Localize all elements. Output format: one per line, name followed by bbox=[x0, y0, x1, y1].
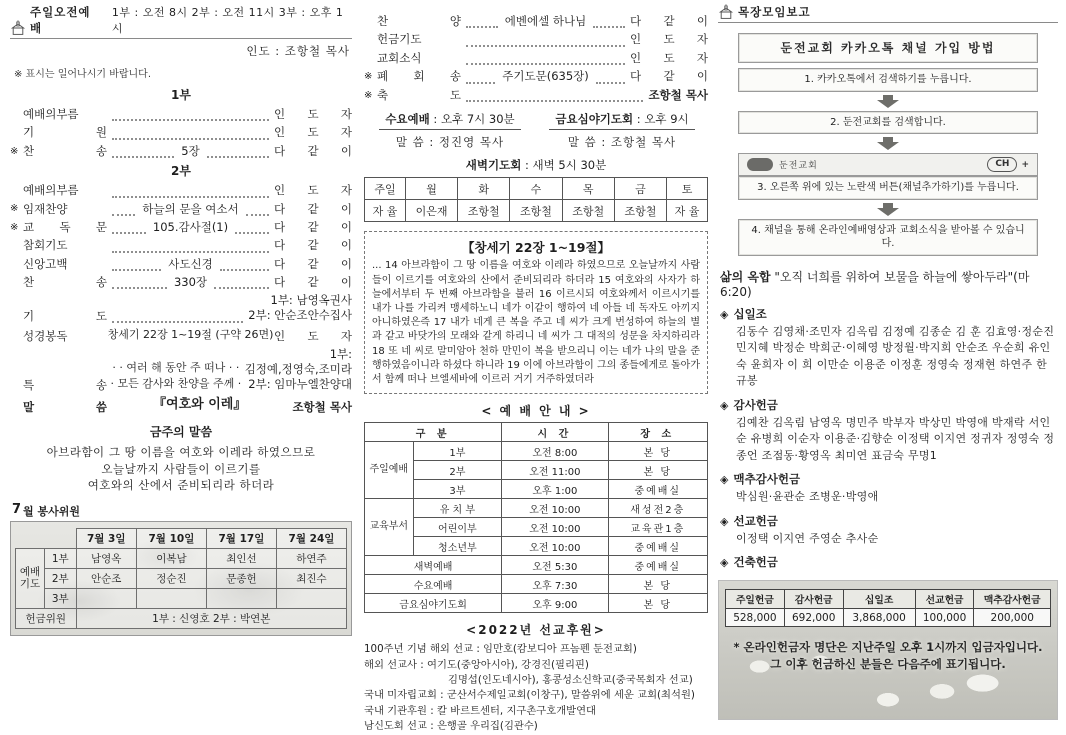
stand-note: ※ 표시는 일어나시기 바랍니다. bbox=[14, 69, 152, 80]
offering-section-mission bbox=[720, 513, 1058, 548]
table-row bbox=[365, 537, 708, 556]
mission-support-list bbox=[364, 642, 708, 735]
col-header: 맥추감사헌금 bbox=[974, 590, 1051, 609]
stand-marker: ※ bbox=[10, 145, 19, 157]
row-label: 2부 bbox=[45, 568, 77, 588]
scripture-title: 【창세기 22장 1~19절】 bbox=[461, 240, 611, 256]
day-header: 주일 bbox=[365, 178, 406, 200]
dot-leader bbox=[112, 223, 146, 234]
mission-line: 국내 미자립교회 : 군산서수제일교회(이창구), 말씀위에 세운 교회(최석원) bbox=[364, 689, 695, 702]
cell: 금요심야기도회 bbox=[365, 594, 502, 613]
song-line2: · 모든 감사와 찬양을 주께 · bbox=[110, 377, 242, 391]
cell: 오후 9:00 bbox=[502, 594, 608, 613]
offering-verse bbox=[720, 268, 1058, 299]
col-header: 선교헌금 bbox=[915, 590, 974, 609]
offering-names: 이정택 이지연 주영순 추사순 bbox=[736, 531, 879, 545]
wednesday-time: : 오후 7시 30분 bbox=[429, 112, 515, 127]
cell: 중예배실 bbox=[608, 556, 707, 575]
part2-label: 2부 bbox=[171, 164, 191, 179]
service-row bbox=[10, 144, 352, 158]
mission-line: 100주년 기념 해외 선교 : 임만호(캄보디아 프놈펜 둔전교회) bbox=[364, 643, 637, 656]
table-row bbox=[365, 461, 708, 480]
item-label: 기 도 bbox=[23, 308, 107, 323]
table-row bbox=[16, 568, 347, 588]
section-title-text: 맥추감사헌금 bbox=[733, 472, 801, 487]
table-row bbox=[726, 609, 1051, 627]
diamond-icon: ◈ bbox=[720, 307, 729, 321]
kakao-search-result bbox=[738, 153, 1038, 176]
mission-support-title: <2022년 선교후원> bbox=[466, 623, 606, 638]
item-label: 헌금기도 bbox=[377, 32, 422, 47]
item-detail: 주기도문(635장) bbox=[502, 69, 589, 84]
service-leader: 인도 : 조항철 목사 bbox=[246, 44, 350, 58]
amount-cell: 100,000 bbox=[915, 609, 974, 627]
item-assignee: 인 도 자 bbox=[274, 125, 352, 140]
dot-leader bbox=[466, 73, 495, 84]
worship-guide-title: < 예 배 안 내 > bbox=[481, 404, 591, 419]
table-row bbox=[16, 608, 347, 628]
offering-section-title bbox=[720, 513, 1058, 529]
table-row bbox=[16, 548, 347, 568]
service-row bbox=[364, 69, 708, 83]
item-assignee: 다 같 이 bbox=[274, 256, 352, 271]
offering-section-building bbox=[720, 554, 1058, 570]
service-row bbox=[10, 220, 352, 234]
mission-line: 남신도회 선교 : 은행골 우리집(김관수) bbox=[364, 720, 538, 733]
note-line1: * 온라인헌금자 명단은 지난주일 오후 1시까지 입금자입니다. bbox=[733, 640, 1043, 655]
dot-leader bbox=[112, 110, 269, 121]
section-title-text: 감사헌금 bbox=[733, 397, 778, 412]
offering-names: 박심원·윤관순 조병운·박영애 bbox=[736, 490, 879, 504]
volunteers-photo-box bbox=[10, 521, 352, 636]
friday-speaker: 말 씀 : 조항철 목사 bbox=[567, 135, 677, 150]
cell: 오전 10:00 bbox=[502, 537, 608, 556]
item-label: 교 독 문 bbox=[23, 219, 107, 234]
day-leader: 조항철 bbox=[458, 200, 510, 222]
flowchart-title: 둔전교회 카카오톡 채널 가입 방법 bbox=[738, 33, 1038, 63]
date-header: 7월 17일 bbox=[206, 528, 276, 548]
church-icon bbox=[10, 20, 26, 36]
cell: 본 당 bbox=[608, 461, 707, 480]
table-row bbox=[365, 178, 708, 200]
diamond-icon: ◈ bbox=[720, 398, 729, 412]
cell: 오전 11:00 bbox=[502, 461, 608, 480]
item-detail: 사도신경 bbox=[168, 256, 213, 271]
down-arrow-icon bbox=[877, 137, 899, 150]
cell bbox=[136, 588, 206, 608]
service-row bbox=[10, 327, 352, 343]
table-row bbox=[365, 518, 708, 537]
col-header: 주일헌금 bbox=[726, 590, 785, 609]
offering-section-title bbox=[720, 471, 1058, 487]
cell: 오전 10:00 bbox=[502, 499, 608, 518]
item-assignee bbox=[248, 293, 352, 323]
note-line2: 그 이후 헌금하신 분들은 다음주에 표기됩니다. bbox=[770, 657, 1006, 672]
verse-text: "오직 너희를 위하여 보물을 하늘에 쌓아두라"(마6:20) bbox=[720, 269, 1030, 299]
cell: 본 당 bbox=[608, 575, 707, 594]
item-label: 예배의부름 bbox=[23, 107, 79, 121]
offering-section-title bbox=[720, 554, 1058, 570]
group-label: 교육부서 bbox=[365, 499, 414, 556]
cell: 문종헌 bbox=[206, 568, 276, 588]
item-assignee: 다 같 이 bbox=[630, 69, 708, 84]
dot-leader bbox=[112, 147, 174, 158]
cell bbox=[76, 588, 136, 608]
day-header: 수 bbox=[510, 178, 562, 200]
day-header: 토 bbox=[667, 178, 708, 200]
cell: 교육관1층 bbox=[608, 518, 707, 537]
item-label: 교회소식 bbox=[377, 50, 422, 65]
kakao-channel-flowchart bbox=[738, 33, 1038, 256]
flowchart-step3: 3. 오른쪽 위에 있는 노란색 버튼(채널추가하기)를 누릅니다. bbox=[738, 176, 1038, 200]
item-assignee: 다 같 이 bbox=[274, 219, 353, 234]
mission-line: 김명섭(인도네시아), 홍콩성소신학교(중국목회자 선교) bbox=[448, 674, 693, 686]
dawn-time: : 새벽 5시 30분 bbox=[521, 158, 607, 173]
dot-leader bbox=[593, 17, 625, 28]
item-assignee: 인 도 자 bbox=[274, 107, 352, 121]
day-header: 월 bbox=[405, 178, 457, 200]
cell: 안순조 bbox=[76, 568, 136, 588]
service-row bbox=[10, 125, 352, 139]
stand-marker: ※ bbox=[364, 89, 373, 101]
table-row bbox=[365, 575, 708, 594]
dot-leader bbox=[466, 17, 498, 28]
stand-marker: ※ bbox=[364, 71, 373, 82]
part1-label: 1부 bbox=[171, 88, 191, 102]
cell bbox=[276, 588, 346, 608]
offering-section-harvest bbox=[720, 471, 1058, 506]
date-header: 7월 3일 bbox=[76, 528, 136, 548]
dot-leader bbox=[112, 260, 161, 271]
cell: 본 당 bbox=[608, 594, 707, 613]
online-offering-note bbox=[719, 639, 1057, 674]
stand-marker: ※ bbox=[10, 221, 19, 233]
item-label: 말 씀 bbox=[23, 400, 107, 415]
flowchart-step4: 4. 채널을 통해 온라인예배영상과 교회소식을 받아볼 수 있습니다. bbox=[738, 219, 1038, 256]
diamond-icon: ◈ bbox=[720, 514, 729, 528]
panel-report-offerings bbox=[718, 4, 1058, 672]
row-label: 1부 bbox=[45, 548, 77, 568]
special-song-titles bbox=[107, 360, 245, 392]
cell: 2부 bbox=[413, 461, 502, 480]
item-label: 찬 양 bbox=[377, 14, 461, 28]
table-row bbox=[365, 556, 708, 575]
friday-prayer bbox=[536, 108, 708, 150]
channel-logo-icon bbox=[747, 158, 773, 171]
offering-section-title bbox=[720, 306, 1058, 322]
sermon-preacher: 조항철 목사 bbox=[292, 399, 352, 414]
verse-heading: 삶의 옥합 bbox=[720, 269, 771, 284]
item-detail: 330장 bbox=[173, 275, 208, 289]
prayer-part1: 1부: 남영옥권사 bbox=[270, 293, 352, 308]
prayer-part2: 2부: 안순조안수집사 bbox=[248, 308, 352, 323]
table-row bbox=[16, 588, 347, 608]
col-header: 십일조 bbox=[843, 590, 915, 609]
table-row bbox=[726, 590, 1051, 609]
item-assignee: 인 도 자 bbox=[274, 183, 352, 198]
item-assignee: 인 도 자 bbox=[630, 32, 708, 47]
group-label: 예배기도 bbox=[16, 548, 45, 608]
diamond-icon: ◈ bbox=[720, 556, 729, 570]
day-header: 목 bbox=[562, 178, 614, 200]
cell: 남영옥 bbox=[76, 548, 136, 568]
offering-section-title bbox=[720, 397, 1058, 413]
date-header: 7월 10일 bbox=[136, 528, 206, 548]
dot-leader bbox=[112, 187, 269, 198]
weekly-word-line: 아브라함이 그 땅 이름을 여호와 이레라 하였으므로 bbox=[46, 444, 316, 459]
item-assignee: 다 같 이 bbox=[274, 201, 352, 216]
service-title: 주일오전예배 bbox=[30, 5, 91, 35]
channel-name: 둔전교회 bbox=[779, 161, 818, 172]
service-row bbox=[10, 238, 352, 252]
cell: 오후 7:30 bbox=[502, 575, 608, 594]
item-assignee bbox=[245, 347, 352, 392]
cell: 정순진 bbox=[136, 568, 206, 588]
dot-leader bbox=[466, 54, 625, 65]
service-row bbox=[10, 275, 352, 289]
section-title-text: 선교헌금 bbox=[733, 513, 778, 528]
service-row bbox=[364, 32, 708, 46]
dot-leader bbox=[112, 205, 135, 216]
volunteers-month: 7 bbox=[12, 501, 22, 517]
volunteers-title bbox=[12, 502, 352, 519]
volunteers-title-text: 월 봉사위원 bbox=[23, 504, 81, 518]
cell: 유 치 부 bbox=[413, 499, 502, 518]
cell: 이복남 bbox=[136, 548, 206, 568]
day-header: 화 bbox=[458, 178, 510, 200]
report-title: 목장모임보고 bbox=[738, 5, 811, 19]
song-part2-choir: 2부: 임마누엘찬양대 bbox=[248, 377, 352, 392]
left-column-header bbox=[10, 4, 352, 39]
dot-leader bbox=[112, 278, 167, 289]
wednesday-speaker: 말 씀 : 정진영 목사 bbox=[395, 135, 505, 150]
service-times: 1부 : 오전 8시 2부 : 오전 11시 3부 : 오후 1시 bbox=[111, 6, 344, 35]
offering-committee-members: 1부 : 신영호 2부 : 박연본 bbox=[76, 608, 346, 628]
cell: 최인선 bbox=[206, 548, 276, 568]
service-row bbox=[10, 257, 352, 271]
service-row bbox=[364, 14, 708, 28]
offering-summary-table bbox=[725, 589, 1051, 627]
cell: 오후 1:00 bbox=[502, 480, 608, 499]
service-row bbox=[10, 202, 352, 216]
service-row bbox=[10, 183, 352, 197]
flowchart-step1: 1. 카카오톡에서 검색하기를 누릅니다. bbox=[738, 68, 1038, 92]
wednesday-service bbox=[364, 108, 536, 150]
benediction-pastor: 조항철 목사 bbox=[648, 87, 708, 102]
panel-sunday-service bbox=[10, 4, 353, 625]
cell: 하연주 bbox=[276, 548, 346, 568]
service-row bbox=[364, 88, 708, 103]
dot-leader bbox=[112, 129, 269, 140]
item-label: 예배의부름 bbox=[23, 183, 79, 198]
dawn-prayer-title bbox=[364, 157, 708, 173]
channel-badge: CH bbox=[987, 157, 1017, 172]
day-leader: 조항철 bbox=[614, 200, 666, 222]
item-label: 임재찬양 bbox=[23, 201, 68, 216]
dot-leader bbox=[112, 312, 243, 323]
dot-leader bbox=[246, 205, 269, 216]
table-row bbox=[365, 594, 708, 613]
wednesday-name: 수요예배 bbox=[385, 112, 430, 127]
item-label: 찬 송 bbox=[23, 143, 107, 158]
cell: 최진수 bbox=[276, 568, 346, 588]
item-assignee: 다 같 이 bbox=[274, 238, 352, 253]
amount-cell: 3,868,000 bbox=[843, 609, 915, 627]
down-arrow-icon bbox=[877, 203, 899, 216]
table-row bbox=[365, 499, 708, 518]
offering-committee-label: 헌금위원 bbox=[16, 608, 77, 628]
cell: 중예배실 bbox=[608, 480, 707, 499]
offering-section-tithe bbox=[720, 306, 1058, 390]
volunteers-table bbox=[15, 528, 347, 629]
day-header: 금 bbox=[614, 178, 666, 200]
item-detail: 에벤에셀 하나님 bbox=[504, 14, 587, 28]
church-icon bbox=[718, 4, 734, 20]
day-leader: 자 율 bbox=[365, 200, 406, 222]
item-assignee: 인 도 자 bbox=[274, 328, 352, 343]
cell: 청소년부 bbox=[413, 537, 502, 556]
item-detail: 5장 bbox=[181, 143, 200, 158]
item-label: 폐 회 송 bbox=[377, 69, 461, 84]
service-row bbox=[10, 293, 352, 323]
cell: 중예배실 bbox=[608, 537, 707, 556]
midweek-meetings bbox=[364, 108, 708, 150]
day-leader: 이은재 bbox=[405, 200, 457, 222]
plus-icon: + bbox=[1021, 159, 1029, 170]
sermon-title: 『여호와 이레』 bbox=[153, 397, 247, 412]
table-row bbox=[365, 200, 708, 222]
song-part1-label: 1부: bbox=[329, 347, 352, 362]
dawn-name: 새벽기도회 bbox=[465, 158, 522, 173]
song-part1-singers: 김정예,정영숙,조미라 bbox=[244, 362, 352, 377]
diamond-icon: ◈ bbox=[720, 473, 729, 487]
dawn-prayer-table bbox=[364, 177, 708, 222]
offering-section-thanks bbox=[720, 397, 1058, 465]
item-assignee: 다 같 이 bbox=[630, 14, 709, 28]
day-leader: 조항철 bbox=[562, 200, 614, 222]
dot-leader bbox=[235, 223, 269, 234]
offering-names: 김예찬 김옥림 남영옥 명민주 박부자 박상민 박영애 박재락 서인순 유병희 이순자 이용준·김향순 이정택 이지연 정귀자 정영숙 정종언 조점동·황영옥 최미연 표금숙 무명1 bbox=[736, 415, 1055, 462]
col-header: 구 분 bbox=[365, 423, 502, 442]
sheep-photo bbox=[718, 580, 1058, 720]
song-line1: · · 여러 해 동안 주 떠나 · · bbox=[112, 361, 240, 375]
dot-leader bbox=[214, 278, 269, 289]
friday-time: : 오후 9시 bbox=[633, 112, 689, 127]
cell: 오전 10:00 bbox=[502, 518, 608, 537]
col-header: 장 소 bbox=[608, 423, 707, 442]
item-label: 기 원 bbox=[23, 125, 107, 140]
item-label: 특 송 bbox=[23, 377, 107, 392]
cell: 새벽예배 bbox=[365, 556, 502, 575]
cell: 본 당 bbox=[608, 442, 707, 461]
weekly-word-line: 오늘날까지 사람들이 이르기를 bbox=[101, 461, 261, 476]
cell: 어린이부 bbox=[413, 518, 502, 537]
dot-leader bbox=[466, 91, 643, 102]
scripture-box bbox=[364, 231, 708, 394]
dot-leader bbox=[207, 147, 269, 158]
col-header: 시 간 bbox=[502, 423, 608, 442]
amount-cell: 528,000 bbox=[726, 609, 785, 627]
offering-names: 김동수 김영채·조민자 김옥림 김정예 김종순 김 훈 김효영·정순진 민지혜 박정순 박희군·이혜영 방정월·박지희 안순조 우순희 유인숙 윤희자 이 희 이만순 이용준 이정훈 정영숙 정재현 하연주 한규봉 bbox=[736, 324, 1055, 388]
item-assignee: 인 도 자 bbox=[630, 50, 708, 65]
flowchart-step2: 2. 둔전교회를 검색합니다. bbox=[738, 111, 1038, 135]
table-row bbox=[365, 423, 708, 442]
cell: 오전 5:30 bbox=[502, 556, 608, 575]
item-label: 신앙고백 bbox=[23, 256, 68, 271]
day-leader: 조항철 bbox=[510, 200, 562, 222]
item-detail: 창세기 22장 1~19절 (구약 26면) bbox=[107, 328, 274, 342]
down-arrow-icon bbox=[877, 95, 899, 108]
item-detail: 하늘의 문을 여소서 bbox=[142, 201, 239, 216]
right-column-header bbox=[718, 4, 1058, 23]
day-leader: 자 율 bbox=[667, 200, 708, 222]
wednesday-title bbox=[379, 111, 520, 130]
mission-line: 국내 기관후원 : 칼 바르트센터, 지구촌구호개발연대 bbox=[364, 704, 596, 717]
service-row bbox=[10, 347, 352, 392]
item-label: 축 도 bbox=[377, 88, 461, 103]
dot-leader bbox=[112, 242, 269, 253]
col-header: 감사헌금 bbox=[784, 590, 843, 609]
item-label: 성경봉독 bbox=[23, 328, 68, 343]
section-title-text: 십일조 bbox=[733, 306, 767, 321]
service-row bbox=[364, 51, 708, 65]
dot-leader bbox=[466, 36, 625, 47]
table-row bbox=[365, 480, 708, 499]
service-row bbox=[10, 107, 352, 121]
item-assignee: 다 같 이 bbox=[274, 143, 352, 158]
mission-line: 해외 선교사 : 여기도(중앙아시아), 강경진(필리핀) bbox=[364, 658, 589, 671]
amount-cell: 692,000 bbox=[784, 609, 843, 627]
friday-title bbox=[549, 111, 694, 130]
amount-cell: 200,000 bbox=[974, 609, 1051, 627]
cell: 오전 8:00 bbox=[502, 442, 608, 461]
worship-guide-table bbox=[364, 422, 708, 613]
item-assignee: 다 같 이 bbox=[274, 275, 352, 289]
weekly-word-title: 금주의 말씀 bbox=[149, 424, 213, 439]
group-label: 주일예배 bbox=[365, 442, 414, 499]
scripture-body: ... 14 아브라함이 그 땅 이름을 여호와 이레라 하였으므로 오늘날까지 사람들이 이르기를 여호와의 산에서 준비되리라 하더라 15 여호와의 사자가 하늘에서부터 두 번째 아브라함을 불러 16 이르시되 여호와께서 이르시기를 내가 나를 가리켜 맹세하노니 네가 이같이 행하여 네 아들 네 독자도 아끼지 아니하였은즉 17 내가 네게 큰 복을 주고 네 씨가 크게 번성하여 하늘의 별과 같고 바닷가의 모래와 같게 하리니 네 씨가 그 대적의 성문을 차지하리라 18 또 네 씨로 말미암아 천하 만민이 복을 받으리니 이는 네가 나의 말을 준행하였음이니라 하셨다 하니라 19 이에 아브라함이 그의 종들에게로 돌아가서 함께 떠나 브엘세바에 이르러 거기 거주하였더라 bbox=[372, 260, 700, 385]
row-label: 3부 bbox=[45, 588, 77, 608]
item-label: 참회기도 bbox=[23, 238, 68, 253]
friday-name: 금요심야기도회 bbox=[555, 112, 634, 127]
cell: 수요예배 bbox=[365, 575, 502, 594]
date-header: 7월 24일 bbox=[276, 528, 346, 548]
dot-leader bbox=[220, 260, 269, 271]
table-row bbox=[365, 442, 708, 461]
cell bbox=[206, 588, 276, 608]
weekly-word-line: 여호와의 산에서 준비되리라 하더라 bbox=[87, 478, 275, 493]
cell: 새성전2층 bbox=[608, 499, 707, 518]
cell: 3부 bbox=[413, 480, 502, 499]
section-title-text: 건축헌금 bbox=[733, 555, 778, 570]
service-row bbox=[10, 396, 352, 415]
item-detail: 105.감사절(1) bbox=[152, 219, 229, 234]
item-label: 찬 송 bbox=[23, 275, 107, 289]
panel-service-continued bbox=[364, 4, 709, 733]
cell: 1부 bbox=[413, 442, 502, 461]
dot-leader bbox=[596, 73, 625, 84]
stand-marker: ※ bbox=[10, 203, 19, 215]
